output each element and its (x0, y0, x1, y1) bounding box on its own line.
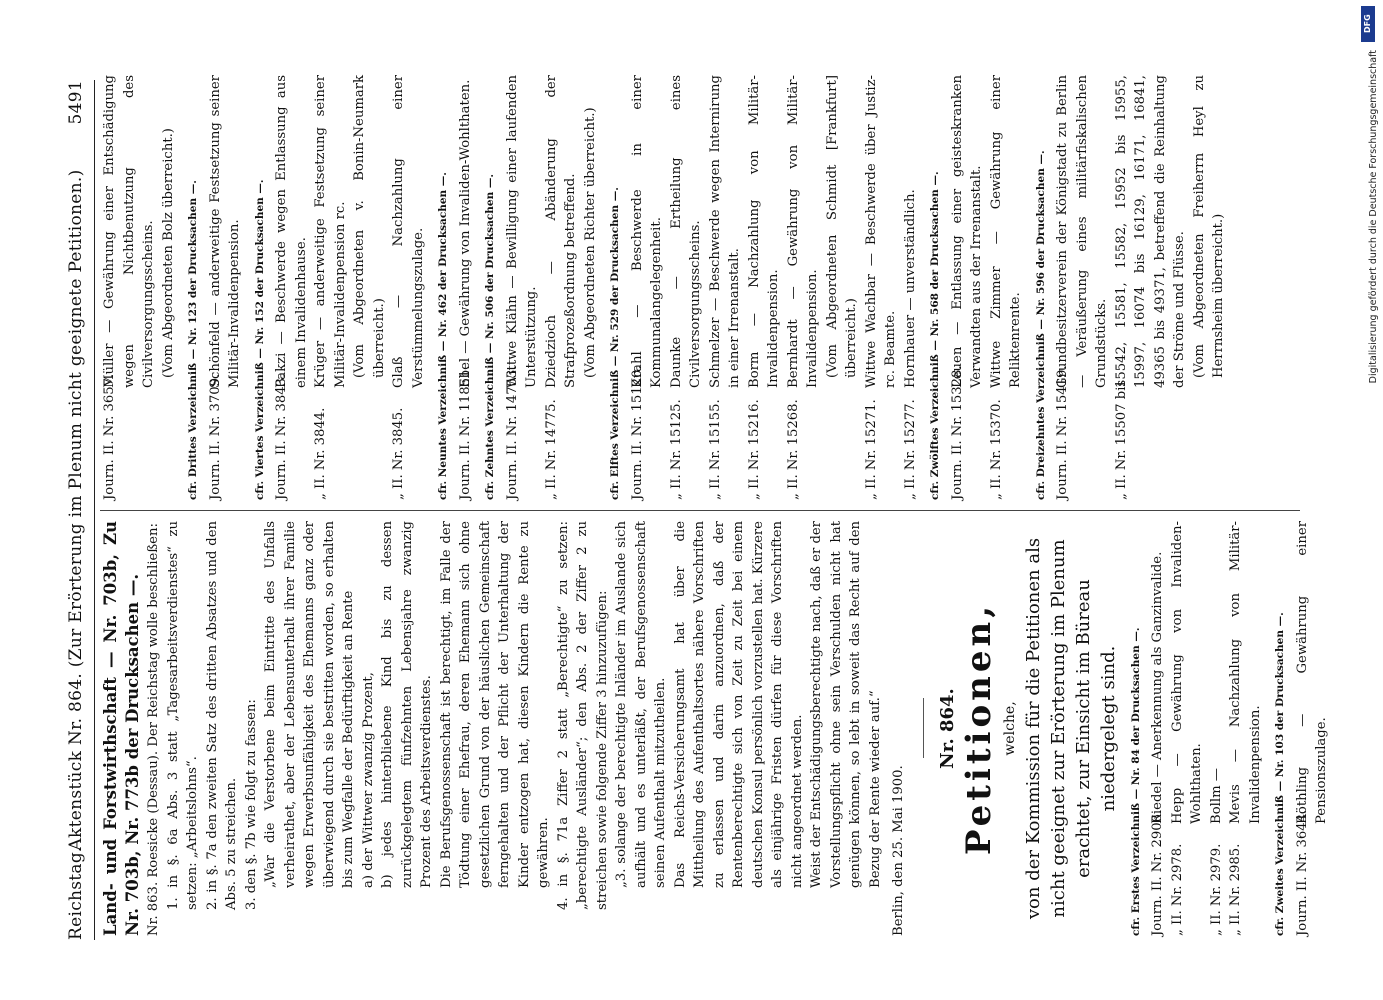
list-label: cfr. Elftes Verzeichniß — Nr. 529 der Drucksachen —. (609, 187, 621, 500)
journal-ref: „ II. Nr. 15370. (988, 399, 1004, 500)
presenter-note: (Vom Abgeordneten Richter überreicht.) (582, 107, 598, 378)
list-item (456, 75, 476, 500)
journal-ref: „ II. Nr. 15155. (707, 399, 723, 500)
list-item (503, 75, 542, 500)
date-line: Berlin, den 25. Mai 1900. (891, 765, 906, 936)
petition-text: Hepp — Gewährung von Invaliden-Wohlthaten. (1169, 521, 1204, 824)
list-section (1032, 75, 1229, 500)
list-item (1226, 521, 1265, 936)
petition-subject: Bernhardt — Gewährung von Militär-Invalidenpension. (785, 75, 820, 388)
list-label: cfr. Zehntes Verzeichniß — Nr. 506 der Drucksachen —. (484, 173, 496, 500)
list-section (1271, 521, 1332, 936)
journal-ref: „ II. Nr. 15507 bis (1113, 379, 1129, 500)
quote-item-a: a) der Wittwer zwanzig Prozent, (360, 672, 376, 888)
journal-ref: Journ. II. Nr. 3657. (102, 373, 117, 500)
petition-text (100, 75, 178, 388)
list-item (1293, 521, 1332, 936)
petition-text (542, 75, 601, 388)
list-section (926, 75, 1026, 500)
intro-text: von der Kommission für die Petitionen als nicht geeignet zur Erörterung im Plenum erachtet, zur Einsicht im Büreau niedergelegt sind. (1022, 537, 1119, 920)
petition-text (206, 75, 245, 388)
petition-subject: Wittwe Zimmer — Gewährung einer Reliktenrente. (988, 75, 1023, 388)
journal-ref: Journ. II. Nr. 3709. (207, 373, 223, 500)
quote-paragraph: Das Reichs-Versicherungsamt hat über die Mittheilung des Aufenthaltsortes nähere Vorschriften zu erlassen und darin anzuordnen, daß der Rentenberechtigte sich von Zeit zu Zeit bei einem deutschen Konsul persönlich vorzustellen hat. Kürzere als einjährige Fristen dürfen für diese Vorschriften nicht angeordnet werden. (672, 521, 805, 888)
petition-text (1053, 75, 1112, 388)
petition-subject: Pakzi — Beschwerde wegen Entlassung aus einem Invalidenhause. (274, 75, 309, 388)
petition-subject: Krahl — Beschwerde in einer Kommunalangelegenheit. (629, 75, 664, 388)
list-section (251, 75, 429, 500)
petition-subject: Wittwe Wachbar — Beschwerde über Justiz- rc. Beamte. (863, 75, 898, 388)
left-column (100, 521, 1332, 936)
petition-text: Bollm — (1208, 768, 1224, 824)
list-item (272, 75, 311, 500)
item-2: 2. in §. 7a den zweiten Satz des dritten Absatzes und den Abs. 5 zu streichen. (204, 521, 239, 910)
list-item (784, 75, 862, 500)
petition-text (706, 75, 745, 388)
petition-text (456, 75, 476, 388)
journal-ref: „ II. Nr. 3844. (313, 407, 328, 500)
item-3: 3. den §. 7b wie folgt zu fassen: (243, 699, 259, 910)
list-section (1127, 521, 1266, 936)
petition-text (1112, 75, 1229, 388)
journal-ref: „ II. Nr. 14775. (543, 399, 559, 500)
list-section (606, 75, 920, 500)
list-item (542, 75, 601, 500)
petition-text (745, 75, 784, 388)
list-item (1207, 521, 1227, 936)
list-label: cfr. Zwölftes Verzeichniß — Nr. 568 der Drucksachen —. (929, 171, 941, 500)
list-item (628, 75, 667, 500)
journal-ref: „ II. Nr. 15271. (863, 399, 879, 500)
list-item (389, 75, 428, 500)
list-label: cfr. Erstes Verzeichniß — Nr. 84 der Drucksachen —. (1129, 627, 1142, 936)
list-section (184, 75, 245, 500)
list-label: cfr. Neuntes Verzeichniß — Nr. 462 der Drucksachen —. (437, 172, 449, 500)
list-item (901, 75, 921, 500)
list-item (667, 75, 706, 500)
petition-subject: Krüger — anderweitige Festsetzung seiner Militär-Invalidenpension rc. (313, 75, 348, 388)
journal-ref: „ II. Nr. 15277. (902, 399, 918, 500)
dfg-logo: DFG (1361, 6, 1375, 42)
quote-paragraph: Die Berufsgenossenschaft ist berechtigt, im Falle der Tödtung einer Ehefrau, deren Ehemann sich ohne gesetzlichen Grund von der häuslichen Gemeinschaft ferngehalten und der Pflicht der Unterhaltung der Kinder entzogen hat, diesen Kindern die Rente zu gewähren. (438, 521, 551, 888)
list-section (434, 75, 475, 500)
petition-subject: 15542, 15581, 15582, 15952 bis 15955, 15997, 16074 bis 16129, 16171, 16841, 49365 bis 49371, betreffend die Reinhaltung der Ströme und Flüsse. (1113, 75, 1187, 388)
petition-text: Mevis — Nachzahlung von Militär-Invalidenpension. (1228, 521, 1263, 824)
journal-ref: „ II. Nr. 2985. (1228, 843, 1243, 936)
divider (923, 699, 924, 759)
list-item (706, 75, 745, 500)
list-section (100, 75, 178, 500)
petition-subject: Ebel — Gewährung von Invaliden-Wohlthaten. (457, 79, 473, 388)
running-head-title: Aktenstück Nr. 864. (Zur Erörterung im Plenum nicht geeignete Petitionen.) (66, 169, 86, 851)
list-item (1168, 521, 1207, 936)
petition-subject: Schönfeld — anderweitige Festsetzung seiner Militär-Invalidenpension. (207, 75, 242, 388)
petition-subject: Müller — Gewährung einer Entschädigung wegen Nichtbenutzung des Civilversorgungsscheins. (102, 75, 156, 388)
presenter-note: (Vom Abgeordneten Freiherrn Heyl zu Herrnsheim überreicht.) (1191, 75, 1226, 378)
list-item (311, 75, 389, 500)
quote-paragraph: „3. solange der berechtigte Inländer im Auslande sich aufhält und es unterläßt, der Berufsgenossenschaft seinen Aufenthalt mitzutheilen. (614, 521, 668, 888)
list-label: cfr. Dreizehntes Verzeichniß — Nr. 596 der Drucksachen —. (1034, 150, 1047, 500)
petition-subject: Grundbesitzerverein der Königstadt zu Berlin — Veräußerung eines militärfiskalischen Grundstücks. (1055, 75, 1109, 388)
right-column (100, 75, 1229, 500)
journal-ref: Journ. II. Nr. 11851. (457, 365, 473, 500)
journal-ref: „ II. Nr. 3845. (391, 407, 406, 500)
document-number: Nr. 864. (936, 688, 958, 769)
journal-ref: „ II. Nr. 15268. (785, 399, 801, 500)
list-section (481, 75, 600, 500)
petition-subject: Leuen — Entlassung einer geisteskranken Verwandten aus der Irrenanstalt. (949, 75, 984, 388)
intro-word: welche, (1002, 701, 1018, 756)
list-item (987, 75, 1026, 500)
list-item (948, 75, 987, 500)
journal-ref: „ II. Nr. 15216. (746, 399, 762, 500)
journal-ref: Journ. II. Nr. 15120. (629, 365, 645, 500)
petition-text (862, 75, 901, 388)
petition-text (987, 75, 1026, 388)
journal-ref: Journ. II. Nr. 14753. (504, 365, 520, 500)
page-number: 5491 (66, 80, 86, 125)
petition-text (311, 75, 389, 388)
list-label: cfr. Viertes Verzeichniß — Nr. 152 der Drucksachen —. (253, 179, 266, 500)
petition-subject: Dziedzioch — Abänderung der Strafprozeßordnung betreffend. (543, 75, 578, 388)
presenter-note: (Vom Abgeordneten Bolz überreicht.) (160, 128, 176, 378)
list-item (1053, 75, 1112, 500)
list-item (1112, 75, 1229, 500)
petition-text (389, 75, 428, 388)
petition-subject: Schmelzer — Beschwerde wegen Internirung in einer Irrenanstalt. (707, 75, 742, 388)
petition-text (901, 75, 921, 388)
quote-paragraph: „War die Verstorbene beim Eintritte des Unfalls verheirathet, aber der Lebensunterhalt ihrer Familie wegen Erwerbsunfähigkeit des Ehemanns ganz oder überwiegend durch sie bestritten worden, so erhalten bis zum Wegfalle der Bedürftigkeit an Rente (263, 521, 356, 888)
petition-subject: Hornhauer — unverständlich. (902, 189, 918, 388)
petition-text (503, 75, 542, 388)
list-item (745, 75, 784, 500)
journal-ref: „ II. Nr. 2979. (1208, 843, 1224, 936)
section-heading: Land- und Forstwirthschaft — Nr. 703b, Zu Nr. 703b, Nr. 773b der Drucksachen —. (101, 521, 142, 936)
petition-text: Riedel — Anerkennung als Ganzinvalide. (1150, 551, 1165, 824)
item-4: 4. in §. 71a Ziffer 2 statt „Berechtigte“ zu setzen: „berechtigte Ausländer“; den Abs. 2 der Ziffer 2 zu streichen sowie folgende Ziffer 3 hinzuzufügen: (555, 521, 610, 910)
list-item (100, 75, 178, 500)
journal-ref: „ II. Nr. 2978. (1169, 843, 1185, 936)
list-label: cfr. Drittes Verzeichniß — Nr. 123 der Drucksachen —. (187, 180, 199, 500)
journal-ref: Journ. II. Nr. 3843. (274, 373, 289, 500)
list-item (862, 75, 901, 500)
running-head-left: Reichstag. (66, 846, 86, 940)
petition-text (628, 75, 667, 388)
petition-text: Röthling — Gewährung einer Pensionszulage. (1294, 521, 1329, 824)
petition-subject: Wittwe Klähn — Bewilligung einer laufenden Unterstützung. (504, 75, 539, 388)
petition-863: Nr. 863. Roesicke (Dessau). Der Reichstag wolle beschließen: (146, 523, 161, 936)
journal-ref: „ II. Nr. 15125. (668, 399, 684, 500)
journal-ref: Journ. II. Nr. 15328. (949, 365, 965, 500)
petition-text (784, 75, 862, 388)
journal-ref: Journ. II. Nr. 2906. (1150, 809, 1165, 936)
quote-item-b: b) jedes hinterbliebene Kind bis zu dessen zurückgelegtem fünfzehnten Lebensjahre zwanzig Prozent des Arbeitsverdienstes. (380, 521, 434, 888)
digitization-credit: Digitalisierung gefördert durch die Deutsche Forschungsgemeinschaft (1368, 50, 1379, 384)
petition-subject: Glaß — Nachzahlung einer Verstümmelungszulage. (391, 75, 426, 388)
petition-subject: Daunke — Ertheilung eines Civilversorgungsscheins. (668, 75, 703, 388)
list-item (206, 75, 245, 500)
column-divider (100, 510, 1300, 511)
quote-paragraph: Weist der Entschädigungsberechtigte nach, daß er der Vorstellungspflicht ohne sein Verschulden nicht hat genügen können, so lebt in soweit das Recht auf den Bezug der Rente wieder auf.“ (809, 521, 883, 888)
petition-subject: Borm — Nachzahlung von Militär-Invalidenpension. (746, 75, 781, 388)
petition-text (272, 75, 311, 388)
journal-ref: Journ. II. Nr. 3644. (1294, 809, 1310, 936)
list-item (1148, 521, 1168, 936)
presenter-note: (Vom Abgeordneten Schmidt [Frankfurt] überreicht.) (824, 75, 859, 378)
petition-text (948, 75, 987, 388)
presenter-note: (Vom Abgeordneten v. Bonin-Neumark überreicht.) (352, 75, 387, 378)
running-head (58, 80, 95, 940)
journal-ref: Journ. II. Nr. 15419. (1055, 365, 1070, 500)
list-label: cfr. Zweites Verzeichniß — Nr. 103 der Drucksachen —. (1274, 612, 1286, 936)
item-1: 1. in §. 6a Abs. 3 statt „Tagesarbeitsverdienstes“ zu setzen: „Arbeitslohns“. (165, 521, 200, 910)
petition-text (667, 75, 706, 388)
document-title: Petitionen, (959, 601, 999, 856)
